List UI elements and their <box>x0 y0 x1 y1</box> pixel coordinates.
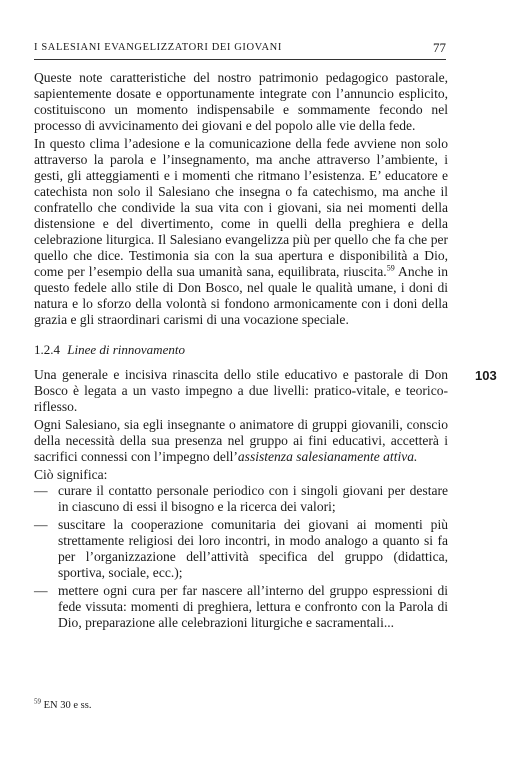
footnote-text: EN 30 e ss. <box>41 700 92 711</box>
margin-number: 103 <box>475 368 497 383</box>
paragraph-4 <box>34 417 448 465</box>
list-dash: — <box>34 517 48 532</box>
list-item <box>34 583 448 631</box>
footnote-number: 59 <box>34 697 41 706</box>
paragraph-4-italic: assistenza salesianamente attiva. <box>237 449 418 464</box>
list-item-text: curare il contatto personale periodico con i singoli giovani per destare in ciascuno di essi il bisogno e la ricerca dei valori; <box>58 483 448 514</box>
page-number: 77 <box>433 40 446 55</box>
list-dash: — <box>34 483 48 498</box>
list-item-text: mettere ogni cura per far nascere all’interno del gruppo espressioni di fede vissuta: momenti di preghiera, lettura e confronto con la Parola di Dio, preparazione alle celebrazioni liturgiche e sacramentali... <box>58 583 448 630</box>
list-dash: — <box>34 583 48 598</box>
paragraph-5: Ciò significa: <box>34 467 108 482</box>
list-item <box>34 517 448 581</box>
paragraph-3 <box>34 367 497 415</box>
paragraph-2-text: In questo clima l’adesione e la comunicazione della fede avviene non solo attraverso la parola e l’insegnamento, ma anche attraverso l’ambiente, i gesti, gli atteggiamenti e i momenti che ritmano l’esistenza. E’ educatore e catechista non solo il Salesiano che insegna o fa catechismo, ma anche il confratello che condivide la sua vita con i giovani, sia nei momenti della distensione e del divertimento, come in quelli della preghiera e della celebrazione liturgica. Il Salesiano evangelizza più per quello che fa che per quello che dice. Testimonia sia con la sua apertura e disponibilità a Dio, come per l’esempio della sua umanità sana, equilibrata, riuscita. <box>34 136 448 279</box>
running-title: I SALESIANI EVANGELIZZATORI DEI GIOVANI <box>34 42 282 53</box>
page-body <box>34 70 497 633</box>
section-heading <box>34 342 448 358</box>
list-item <box>34 483 448 515</box>
paragraph-1: Queste note caratteristiche del nostro patrimonio pedagogico pastorale, sapientemente dosate e opportunamente integrate con l’annuncio esplicito, costituiscono un momento indispensabile e sommamente fecondo nel processo di avvicinamento dei giovani e del popolo alle vie della fede. <box>34 70 448 133</box>
paragraph-2-tail: Anche in questo fedele allo stile di Don Bosco, nel quale le qualità umane, i doni di natura e lo sforzo della volontà si fondono armonicamente con i doni della grazia e gli straordinari carismi di una vocazione speciale. <box>34 264 448 327</box>
running-header <box>34 42 446 58</box>
paragraph-2 <box>34 136 448 328</box>
header-rule <box>34 59 446 60</box>
paragraph-3-text: Una generale e incisiva rinascita dello stile educativo e pastorale di Don Bosco è legata a un vasto impegno a due livelli: pratico-vitale, e teorico-riflesso. <box>34 367 448 414</box>
section-number: 1.2.4 <box>34 342 60 357</box>
footnote <box>34 697 92 711</box>
footnote-ref-59: 59 <box>386 263 395 273</box>
dash-list <box>34 483 448 631</box>
list-item-text: suscitare la cooperazione comunitaria dei giovani ai momenti più strettamente religiosi dei loro incontri, in modo analogo a quanto si fa per l’organizzazione dell’attività specifica del gruppo (didattica, sportiva, sociale, ecc.); <box>58 517 448 580</box>
section-title: Linee di rinnovamento <box>67 342 185 357</box>
paragraph-4-text: Ogni Salesiano, sia egli insegnante o animatore di gruppi giovanili, conscio della necessità della sua presenza nel gruppo ai fini educativi, accetterà i sacrifici connessi con l’impegno dell’ <box>34 417 448 464</box>
